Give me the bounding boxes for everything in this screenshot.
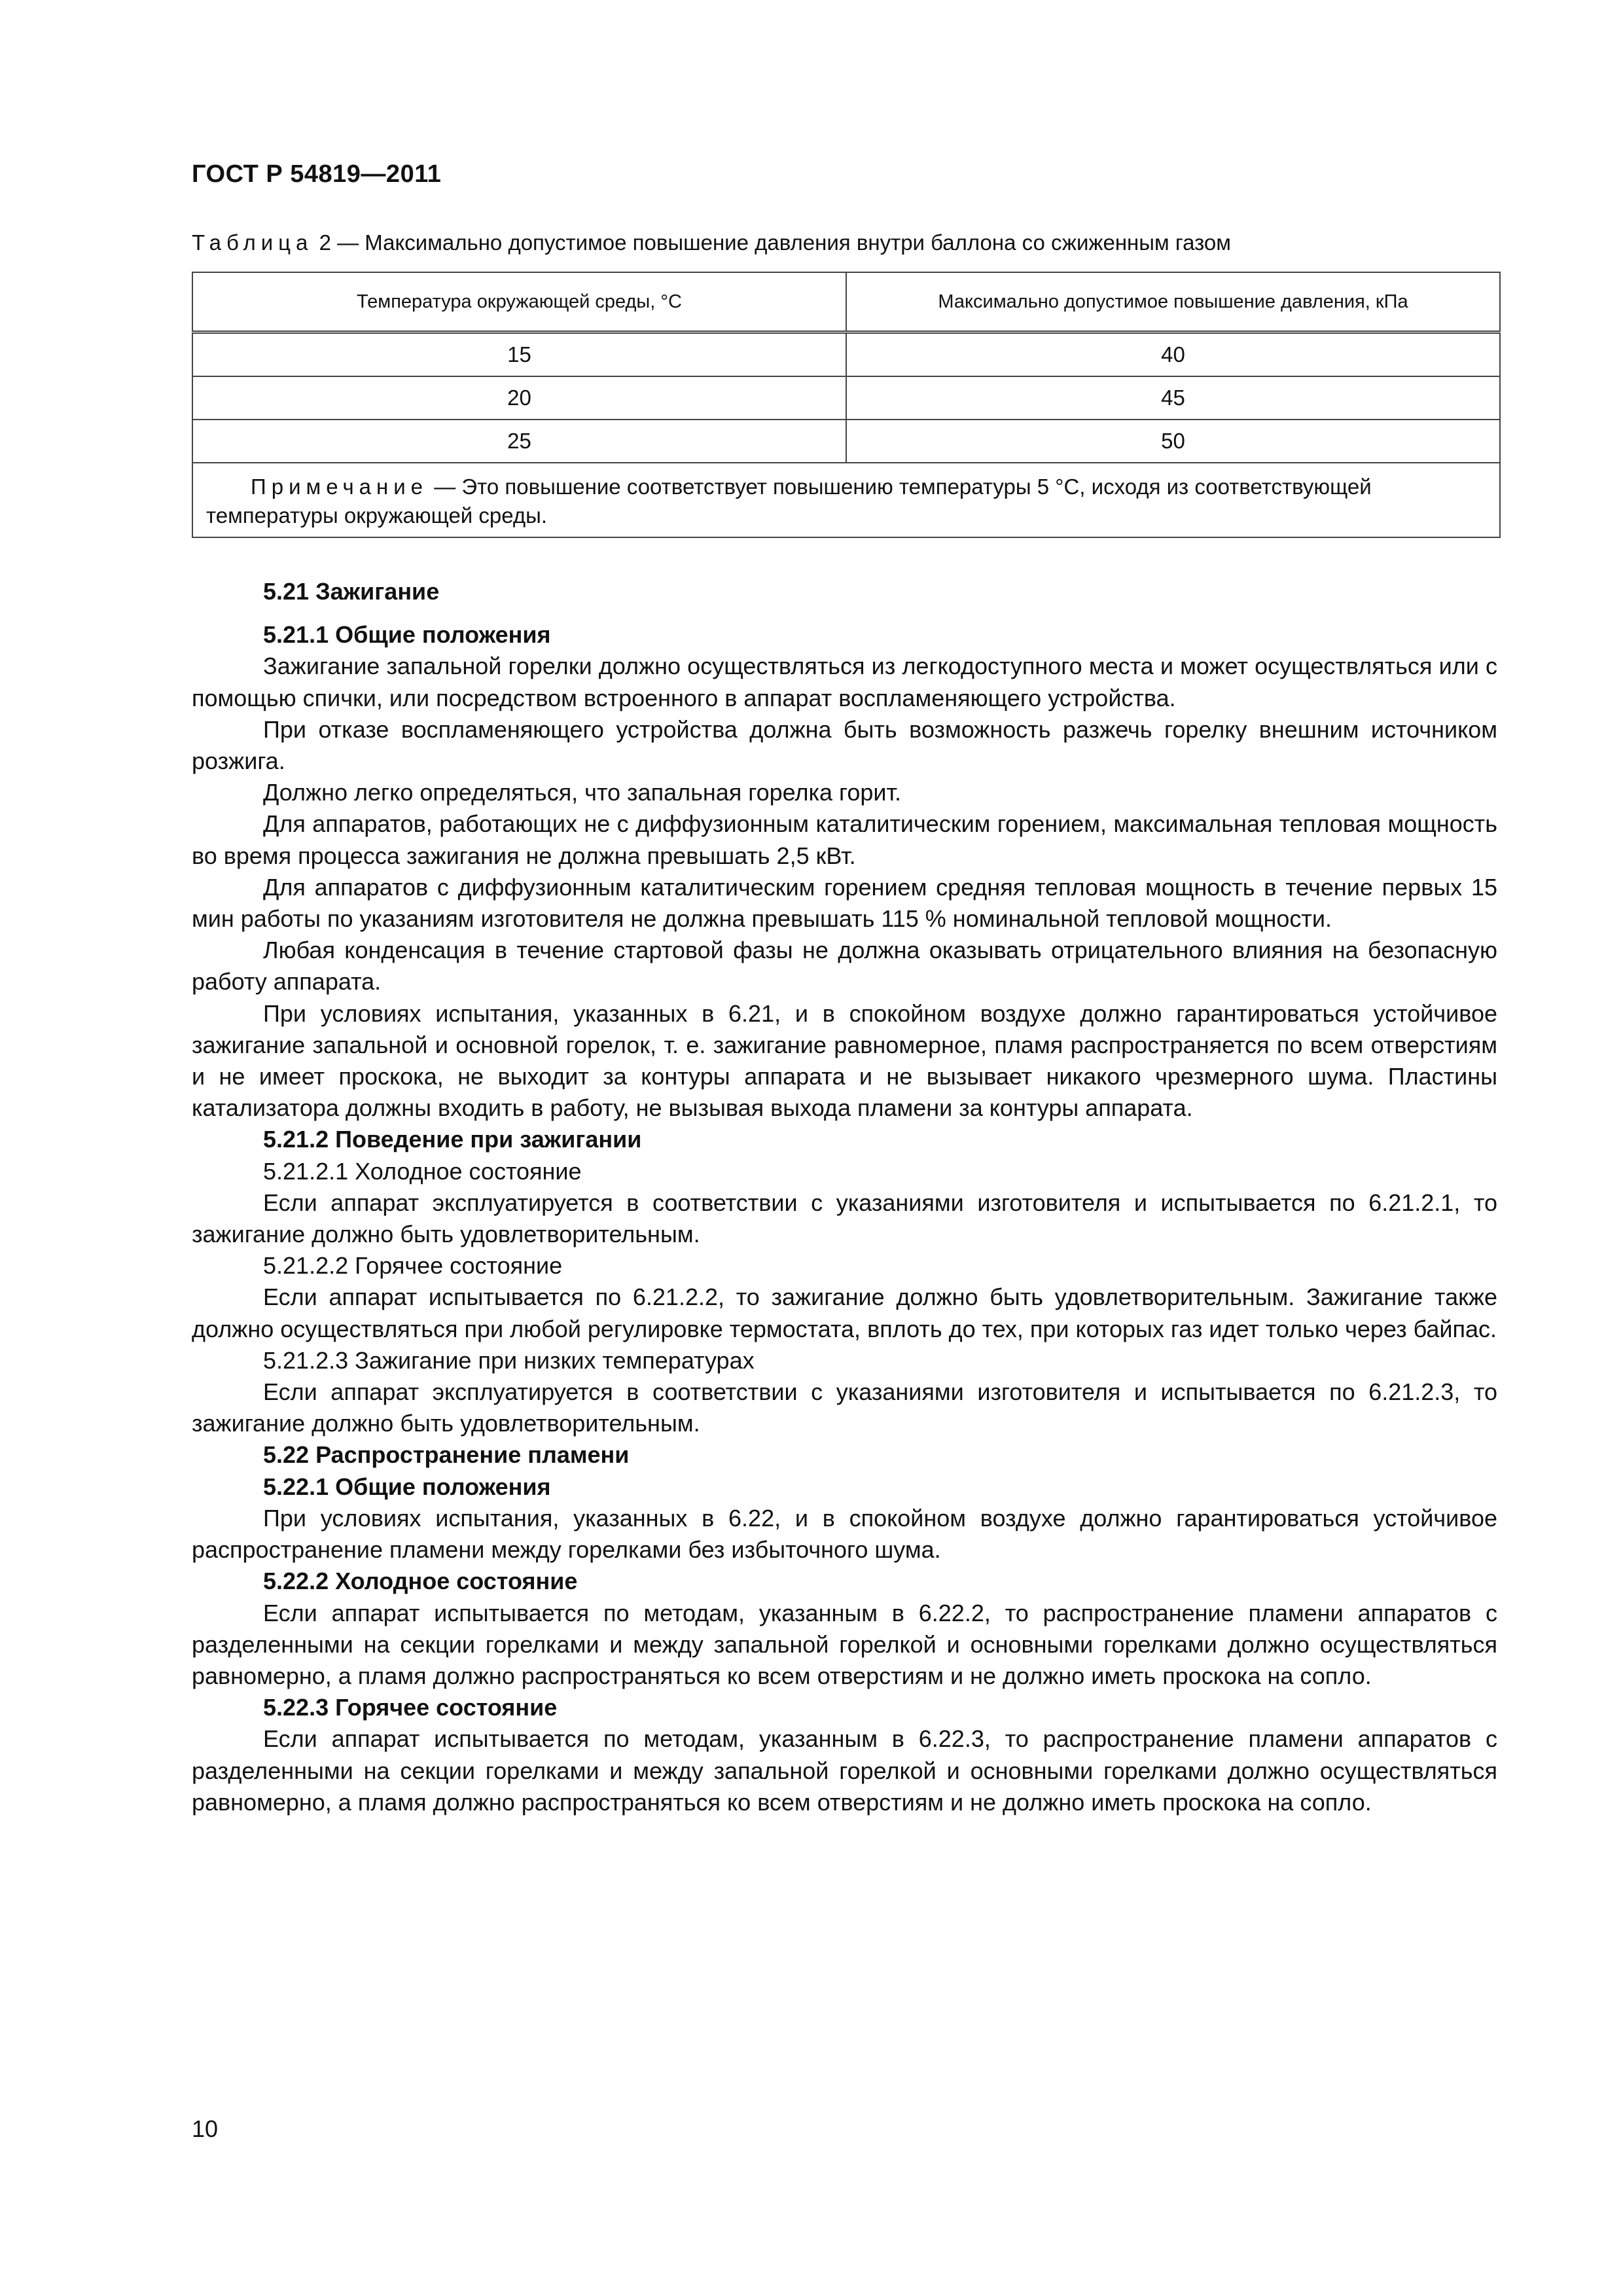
table-cell: 45 (846, 376, 1500, 420)
clause-heading: 5.21.2.3 Зажигание при низких температурах (263, 1346, 755, 1374)
paragraph: Если аппарат эксплуатируется в соответствии с указаниями изготовителя и испытывается по 6.21.2.1, то зажигание должно быть удовлетворительным. (192, 1189, 1497, 1248)
table-cell: 20 (192, 376, 846, 420)
section-heading: 5.21 Зажигание (263, 578, 440, 605)
section-heading: 5.22 Распространение пламени (263, 1441, 630, 1469)
paragraph: Должно легко определяться, что запальная горелка горит. (263, 779, 902, 806)
page-number: 10 (192, 2115, 219, 2142)
paragraph: Любая конденсация в течение стартовой фазы не должна оказывать отрицательного влияния на безопасную работу аппарата. (192, 937, 1497, 996)
paragraph: Если аппарат испытывается по 6.21.2.2, то зажигание должно быть удовлетворительным. Зажигание также должно осуществляться при любой регулировке термостата, вплоть до тех, при которых газ идет только через байпас. (192, 1283, 1497, 1342)
paragraph: Если аппарат испытывается по методам, указанным в 6.22.2, то распространение пламени аппаратов с разделенными на секции горелками и между запальной горелкой и основными горелками должно осуществляться равномерно, а пламя должно распространяться ко всем отверстиям и не должно иметь проскока на сопло. (192, 1599, 1497, 1689)
clause-heading: 5.21.2.1 Холодное состояние (263, 1157, 582, 1185)
table-caption-text: 2 — Максимально допустимое повышение давления внутри баллона со сжиженным газом (319, 230, 1231, 255)
column-header-temperature: Температура окружающей среды, °С (192, 272, 846, 332)
paragraph: Зажигание запальной горелки должно осуществляться из легкодоступного места и может осуществляться или с помощью спички, или посредством встроенного в аппарат воспламеняющего устройства. (192, 653, 1497, 711)
table-cell: 15 (192, 332, 846, 377)
subsection-heading: 5.21.1 Общие положения (263, 621, 551, 649)
table-row (192, 420, 1500, 463)
table-note-row (192, 463, 1500, 537)
paragraph: При условиях испытания, указанных в 6.21, и в спокойном воздухе должно гарантироваться устойчивое зажигание запальной и основной горелок, т. е. зажигание равномерное, пламя распространяется по всем отверстиям и не имеет проскока, не выходит за контуры аппарата и не вызывает никакого чрезмерного шума. Пластины катализатора должны входить в работу, не вызывая выхода пламени за контуры аппарата. (192, 999, 1497, 1122)
subsection-heading: 5.22.2 Холодное состояние (263, 1568, 578, 1595)
paragraph: Для аппаратов с диффузионным каталитическим горением средняя тепловая мощность в течение первых 15 мин работы по указаниям изготовителя не должна превышать 115 % номинальной тепловой мощности. (192, 873, 1497, 933)
table-note (192, 463, 1500, 537)
table-header-row (192, 272, 1500, 332)
table-cell: 40 (846, 332, 1500, 377)
paragraph: При отказе воспламеняющего устройства должна быть возможность разжечь горелку внешним источником розжига. (192, 715, 1497, 775)
table-cell: 50 (846, 420, 1500, 463)
table-row (192, 376, 1500, 420)
table-note-text: — Это повышение соответствует повышению температуры 5 °С, исходя из соответствующей температуры окружающей среды. (206, 475, 1372, 528)
paragraph: Если аппарат эксплуатируется в соответствии с указаниями изготовителя и испытывается по 6.21.2.3, то зажигание должно быть удовлетворительным. (192, 1378, 1497, 1437)
table-note-prefix: Примечание (251, 475, 429, 499)
document-header: ГОСТ Р 54819—2011 (192, 160, 442, 188)
paragraph: При условиях испытания, указанных в 6.22, и в спокойном воздухе должно гарантироваться устойчивое распространение пламени между горелками без избыточного шума. (192, 1504, 1497, 1564)
paragraph: Если аппарат испытывается по методам, указанным в 6.22.3, то распространение пламени аппаратов с разделенными на секции горелками и между запальной горелкой и основными горелками должно осуществляться равномерно, а пламя должно распространяться ко всем отверстиям и не должно иметь проскока на сопло. (192, 1725, 1497, 1816)
subsection-heading: 5.21.2 Поведение при зажигании (263, 1126, 642, 1153)
clause-heading: 5.21.2.2 Горячее состояние (263, 1252, 563, 1280)
column-header-pressure: Максимально допустимое повышение давления, кПа (846, 272, 1500, 332)
table-row (192, 332, 1500, 377)
subsection-heading: 5.22.3 Горячее состояние (263, 1694, 558, 1721)
subsection-heading: 5.22.1 Общие положения (263, 1473, 551, 1500)
table-caption (192, 230, 1231, 255)
table-cell: 25 (192, 420, 846, 463)
paragraph: Для аппаратов, работающих не с диффузионным каталитическим горением, максимальная тепловая мощность во время процесса зажигания не должна превышать 2,5 кВт. (192, 810, 1497, 869)
pressure-table (192, 272, 1501, 538)
table-caption-prefix: Таблица (192, 230, 313, 255)
document-body (192, 568, 1497, 1818)
